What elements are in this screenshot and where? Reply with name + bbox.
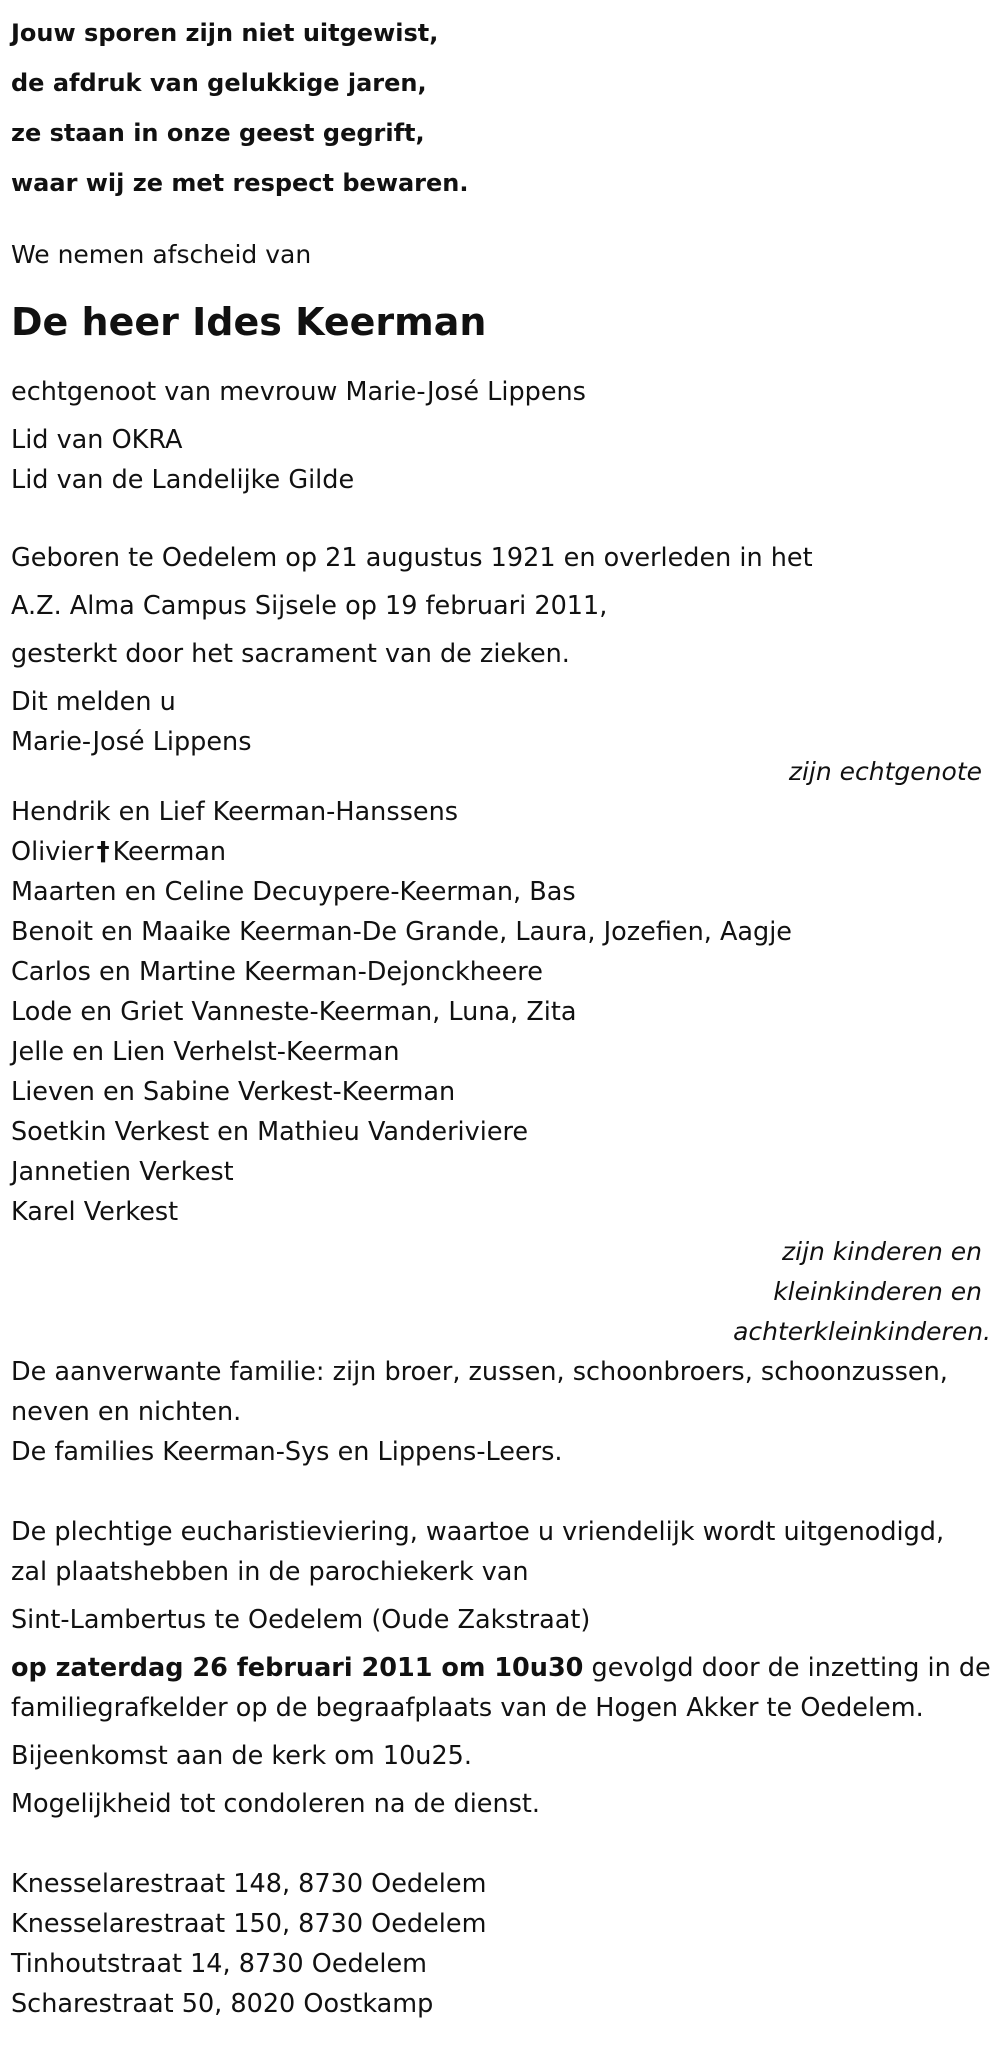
child-line: Karel Verkest — [11, 1197, 179, 1227]
child-line: Lieven en Sabine Verkest-Keerman — [11, 1077, 456, 1107]
poem-line: waar wij ze met respect bewaren. — [11, 169, 469, 197]
child-first-name: Olivier — [11, 837, 94, 867]
burial-line: familiegrafkelder op de begraafplaats van de Hogen Akker te Oedelem. — [11, 1693, 924, 1723]
condolence-line: Mogelijkheid tot condoleren na de dienst. — [11, 1789, 541, 1819]
child-line-olivier — [11, 832, 991, 872]
ceremony-date: op zaterdag 26 februari 2011 om 10u30 — [11, 1653, 584, 1683]
spouse-name: Marie-José Lippens — [11, 727, 252, 757]
deceased-name: De heer Ides Keerman — [11, 300, 487, 344]
announcement-label: Dit melden u — [11, 687, 176, 717]
gathering-line: Bijeenkomst aan de kerk om 10u25. — [11, 1741, 473, 1771]
ceremony-line: zal plaatshebben in de parochiekerk van — [11, 1557, 529, 1587]
child-line: Jelle en Lien Verhelst-Keerman — [11, 1037, 400, 1067]
child-line: Soetkin Verkest en Mathieu Vanderiviere — [11, 1117, 529, 1147]
child-line: Jannetien Verkest — [11, 1157, 234, 1187]
ceremony-line: De plechtige eucharistieviering, waartoe u vriendelijk wordt uitgenodigd, — [11, 1517, 945, 1547]
child-line: Lode en Griet Vanneste-Keerman, Luna, Zita — [11, 997, 577, 1027]
cross-icon: † — [96, 837, 110, 867]
address-line: Scharestraat 50, 8020 Oostkamp — [11, 1989, 434, 2019]
relatives-line: De families Keerman-Sys en Lippens-Leers. — [11, 1437, 563, 1467]
poem-line: de afdruk van gelukkige jaren, — [11, 69, 427, 97]
intro-text: We nemen afscheid van — [11, 240, 312, 269]
membership-gilde: Lid van de Landelijke Gilde — [11, 465, 355, 495]
children-note-line: kleinkinderen en — [773, 1277, 982, 1306]
church-name: Sint-Lambertus te Oedelem (Oude Zakstraat) — [11, 1605, 591, 1635]
child-line: Benoit en Maaike Keerman-De Grande, Laura, Jozefien, Aagje — [11, 917, 792, 947]
poem-line: Jouw sporen zijn niet uitgewist, — [11, 19, 439, 47]
child-last-name: Keerman — [112, 837, 227, 867]
membership-okra: Lid van OKRA — [11, 425, 183, 455]
child-line: Carlos en Martine Keerman-Dejonckheere — [11, 957, 543, 987]
relatives-line: neven en nichten. — [11, 1397, 242, 1427]
children-note-line: achterkleinkinderen. — [733, 1317, 991, 1346]
address-line: Knesselarestraat 150, 8730 Oedelem — [11, 1909, 487, 1939]
spouse-line: echtgenoot van mevrouw Marie-José Lippens — [11, 377, 586, 407]
address-line: Knesselarestraat 148, 8730 Oedelem — [11, 1869, 487, 1899]
birth-death-line: A.Z. Alma Campus Sijsele op 19 februari 2011, — [11, 591, 608, 621]
poem — [11, 8, 991, 208]
birth-death-line: Geboren te Oedelem op 21 augustus 1921 en overleden in het — [11, 543, 813, 573]
obituary-notice — [11, 0, 991, 2024]
spouse-note: zijn echtgenote — [788, 757, 982, 786]
poem-line: ze staan in onze geest gegrift, — [11, 119, 425, 147]
address-line: Tinhoutstraat 14, 8730 Oedelem — [11, 1949, 427, 1979]
child-line: Hendrik en Lief Keerman-Hanssens — [11, 797, 459, 827]
children-note-line: zijn kinderen en — [782, 1237, 982, 1266]
child-line: Maarten en Celine Decuypere-Keerman, Bas — [11, 877, 576, 907]
ceremony-date-line — [11, 1648, 991, 1688]
relatives-line: De aanverwante familie: zijn broer, zussen, schoonbroers, schoonzussen, — [11, 1357, 948, 1387]
birth-death-line: gesterkt door het sacrament van de zieken. — [11, 639, 570, 669]
ceremony-date-rest: gevolgd door de inzetting in de — [583, 1653, 991, 1683]
